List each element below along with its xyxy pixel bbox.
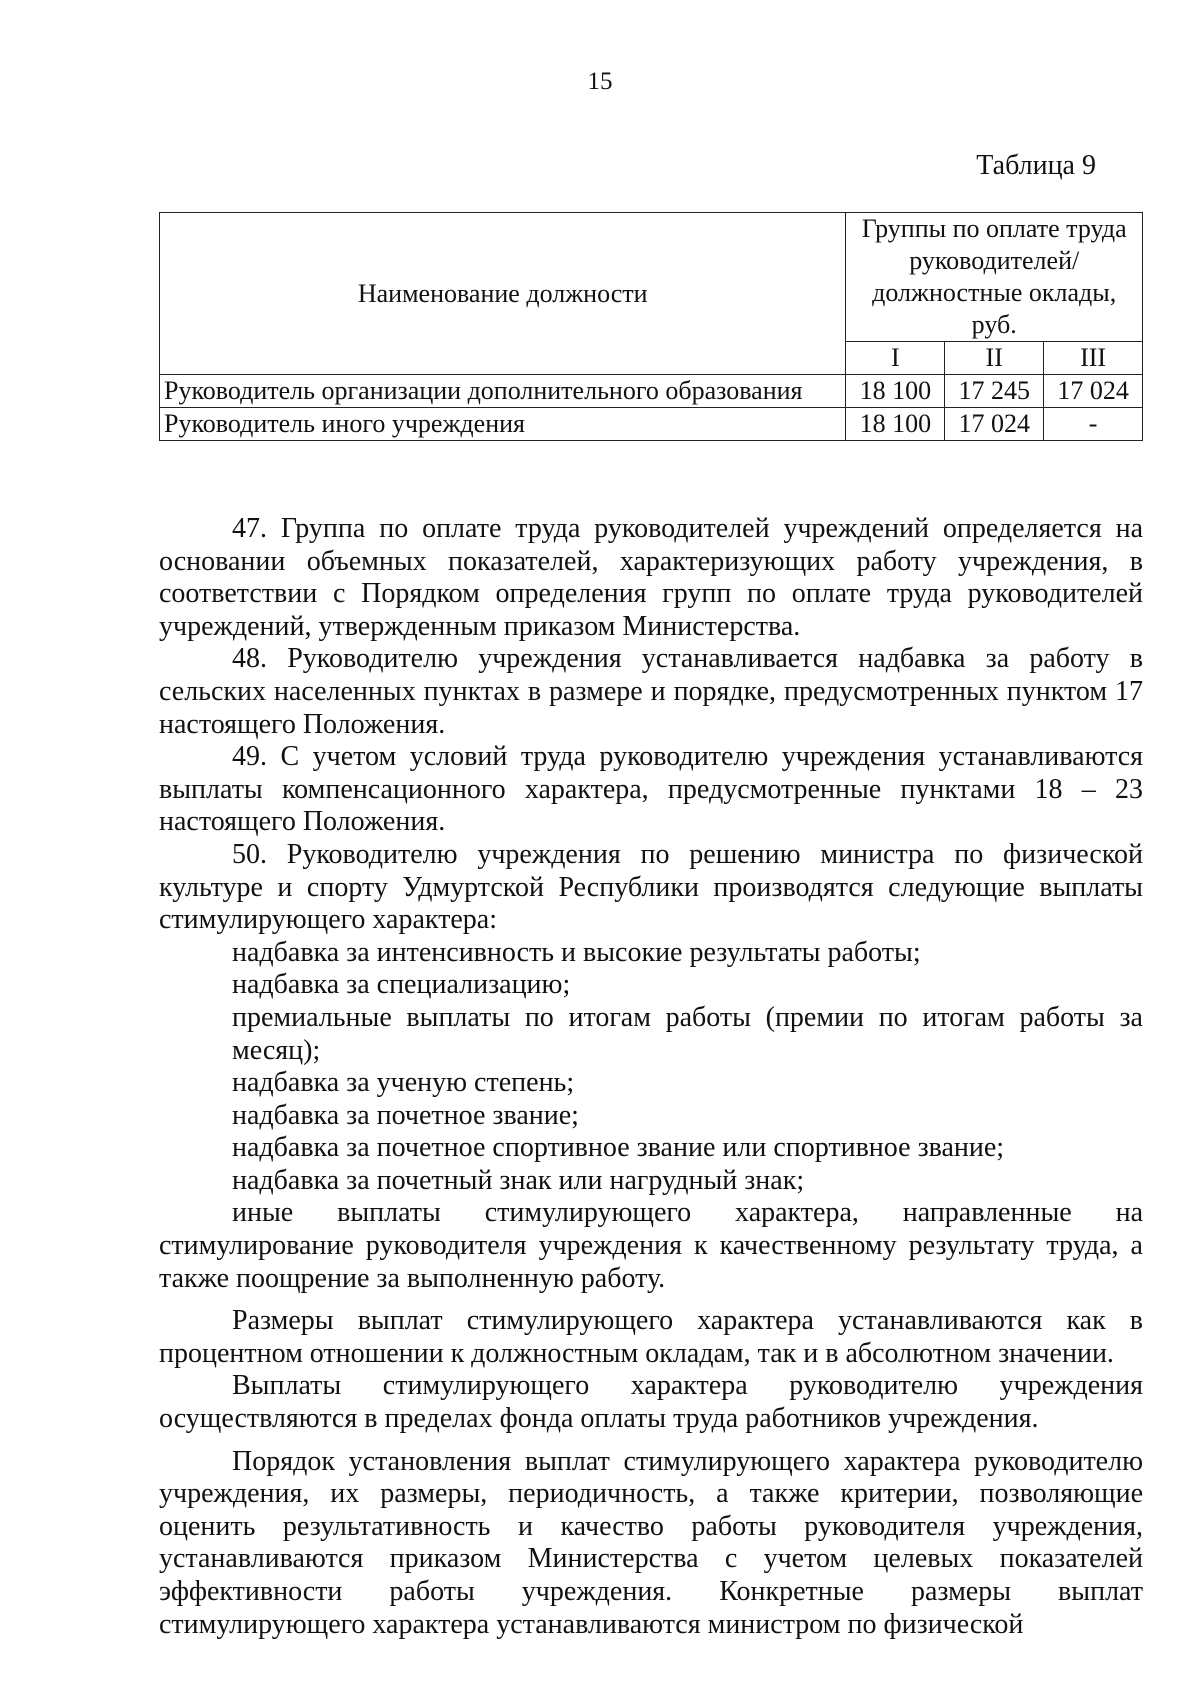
row-value-group-2: 17 245 [945, 375, 1044, 408]
paragraph-48: 48. Руководителю учреждения устанавливается надбавка за работу в сельских населенных пунктах в размере и порядке, предусмотренных пунктом 17 настоящего Положения. [159, 643, 1143, 740]
list-item: надбавка за почетное звание; [232, 1099, 579, 1131]
paragraph-payment-order: Порядок установления выплат стимулирующего характера руководителю учреждения, их размеры, периодичность, а также критерии, позволяющие оценить результативность и качество работы руководителя учреждения, устанавливаются приказом Министерства с учетом целевых показателей эффективности работы учреждения. Конкретные размеры выплат стимулирующего характера устанавливаются министром по физической [159, 1445, 1143, 1640]
subheader-group-1: I [846, 342, 945, 375]
row-value-group-3: - [1044, 408, 1143, 441]
row-position-name: Руководитель иного учреждения [160, 408, 846, 441]
table-row [160, 375, 1143, 408]
paragraph-payment-fund: Выплаты стимулирующего характера руководителю учреждения осуществляются в пределах фонда оплаты труда работников учреждения. [159, 1370, 1143, 1435]
list-item: надбавка за специализацию; [232, 969, 571, 1001]
subheader-group-3: III [1044, 342, 1143, 375]
table-caption: Таблица 9 [976, 150, 1096, 181]
row-value-group-2: 17 024 [945, 408, 1044, 441]
list-item: надбавка за интенсивность и высокие результаты работы; [232, 936, 921, 968]
page-number: 15 [587, 68, 613, 95]
header-salary-groups: Группы по оплате труда руководителей/ должностные оклады, руб. [846, 213, 1143, 342]
subheader-group-2: II [945, 342, 1044, 375]
table-row [160, 408, 1143, 441]
salary-table [159, 212, 1143, 441]
body-text [159, 513, 1143, 1641]
paragraph-payment-sizes: Размеры выплат стимулирующего характера устанавливаются как в процентном отношении к должностным окладам, так и в абсолютном значении. [159, 1305, 1143, 1369]
row-value-group-1: 18 100 [846, 375, 945, 408]
row-value-group-1: 18 100 [846, 408, 945, 441]
paragraph-other-payments: иные выплаты стимулирующего характера, направленные на стимулирование руководителя учреждения к качественному результату труда, а также поощрение за выполненную работу. [159, 1197, 1143, 1294]
list-item: надбавка за почетное спортивное звание или спортивное звание; [232, 1132, 1005, 1164]
paragraph-49: 49. С учетом условий труда руководителю учреждения устанавливаются выплаты компенсационного характера, предусмотренные пунктами 18 – 23 настоящего Положения. [159, 741, 1143, 838]
list-item: премиальные выплаты по итогам работы (премии по итогам работы за месяц); [232, 1001, 1143, 1066]
paragraph-50: 50. Руководителю учреждения по решению министра по физической культуре и спорту Удмуртской Республики производятся следующие выплаты стимулирующего характера: [159, 838, 1143, 936]
list-item: надбавка за почетный знак или нагрудный знак; [232, 1164, 805, 1196]
paragraph-47: 47. Группа по оплате труда руководителей учреждений определяется на основании объемных показателей, характеризующих работу учреждения, в соответствии с Порядком определения групп по оплате труда руководителей учреждений, утвержденным приказом Министерства. [159, 513, 1143, 642]
header-position-name: Наименование должности [160, 213, 846, 375]
table-header-row [160, 213, 1143, 342]
row-value-group-3: 17 024 [1044, 375, 1143, 408]
list-item: надбавка за ученую степень; [232, 1067, 575, 1099]
row-position-name: Руководитель организации дополнительного образования [160, 375, 846, 408]
